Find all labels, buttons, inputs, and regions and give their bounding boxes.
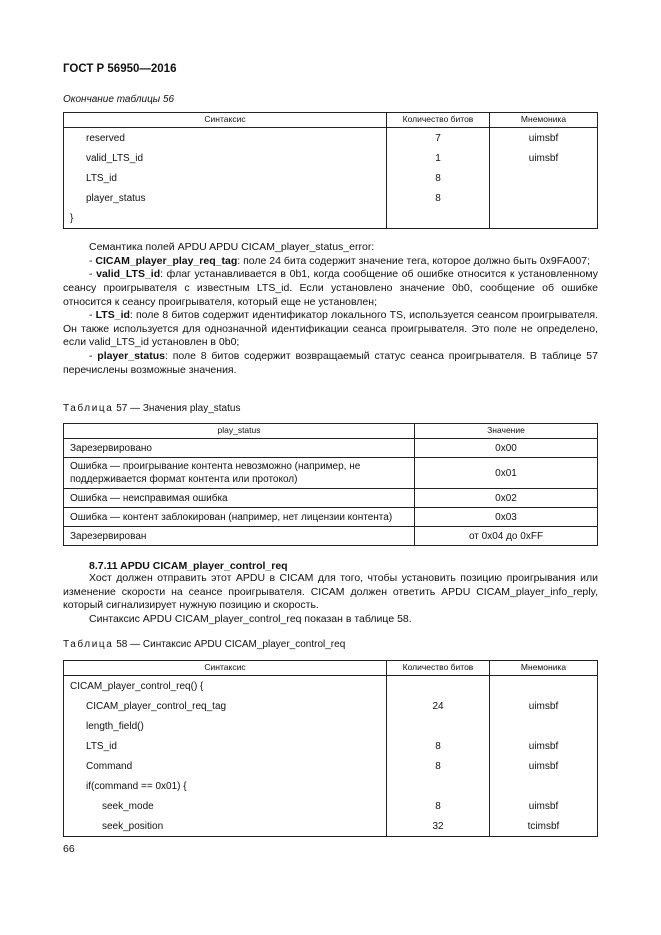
section-paragraph: Синтаксис APDU CICAM_player_control_req показан в таблице 58. xyxy=(89,612,412,625)
mnemonic-cell xyxy=(490,168,598,188)
table-row xyxy=(64,696,598,716)
table57-header-value: Значение xyxy=(415,424,598,439)
value-cell: 0x03 xyxy=(415,508,598,527)
table58 xyxy=(63,660,598,837)
status-cell: Зарезервирован xyxy=(64,527,415,546)
table-row xyxy=(64,148,598,168)
table-row xyxy=(64,716,598,736)
mnemonic-cell xyxy=(490,776,598,796)
table-row xyxy=(64,208,598,229)
value-cell: 0x02 xyxy=(415,489,598,508)
syntax-cell: length_field() xyxy=(64,716,387,736)
mnemonic-cell xyxy=(490,676,598,697)
syntax-cell: seek_position xyxy=(64,816,387,837)
syntax-cell: } xyxy=(64,208,387,229)
semantics-item: - LTS_id: поле 8 битов содержит идентификатор локального TS, используется сеансом проигрывателя. Он также используется для однозначной идентификации сеанса проигрывателя. Это поле не определено, если valid_LTS_id установлен в 0b0; xyxy=(63,309,598,349)
syntax-cell: Command xyxy=(64,756,387,776)
semantics-item: - CICAM_player_play_req_tag: поле 24 бита содержит значение тега, которое должно быть 0x9FA007; xyxy=(89,254,591,267)
status-cell: Ошибка — проигрывание контента невозможно (например, не поддерживается формат контента или протокол) xyxy=(64,458,415,489)
table56-header-syntax: Синтаксис xyxy=(64,113,387,128)
syntax-cell: valid_LTS_id xyxy=(64,148,387,168)
table-row xyxy=(64,736,598,756)
syntax-cell: reserved xyxy=(64,128,387,149)
syntax-cell: LTS_id xyxy=(64,736,387,756)
status-cell: Ошибка — контент заблокирован (например, нет лицензии контента) xyxy=(64,508,415,527)
mnemonic-cell: uimsbf xyxy=(490,756,598,776)
mnemonic-cell: uimsbf xyxy=(490,128,598,149)
table58-header-syntax: Синтаксис xyxy=(64,661,387,676)
table-row xyxy=(64,676,598,697)
table58-header-mnemonic: Мнемоника xyxy=(490,661,598,676)
mnemonic-cell xyxy=(490,188,598,208)
table-row xyxy=(64,756,598,776)
table-row xyxy=(64,128,598,149)
page-number: 66 xyxy=(63,843,75,855)
table-row xyxy=(64,188,598,208)
bits-cell xyxy=(387,208,490,229)
bits-cell: 7 xyxy=(387,128,490,149)
table-row xyxy=(64,776,598,796)
table56 xyxy=(63,112,598,229)
section-body xyxy=(63,572,598,627)
table57-caption: Таблица 57 — Значения play_status xyxy=(63,403,241,414)
status-cell: Ошибка — неисправимая ошибка xyxy=(64,489,415,508)
syntax-cell: if(command == 0x01) { xyxy=(64,776,387,796)
table-row xyxy=(64,796,598,816)
table-row xyxy=(64,439,598,458)
syntax-cell: CICAM_player_control_req() { xyxy=(64,676,387,697)
table57-header-status: play_status xyxy=(64,424,415,439)
bits-cell: 1 xyxy=(387,148,490,168)
table-row xyxy=(64,816,598,837)
value-cell: 0x01 xyxy=(415,458,598,489)
table56-header-mnemonic: Мнемоника xyxy=(490,113,598,128)
bits-cell xyxy=(387,716,490,736)
bits-cell: 24 xyxy=(387,696,490,716)
bits-cell: 8 xyxy=(387,168,490,188)
value-cell: 0x00 xyxy=(415,439,598,458)
section-paragraph: Хост должен отправить этот APDU в CICAM для того, чтобы установить позицию проигрывания или изменение скорости на сеансе проигрывателя. CICAM должен ответить APDU CICAM_player_info_reply, который сигнализирует нужную позицию и скорость. xyxy=(63,572,598,612)
bits-cell: 8 xyxy=(387,756,490,776)
semantics-item: - valid_LTS_id: флаг устанавливается в 0b1, когда сообщение об ошибке относится к установленному сеансу проигрывателя с известным LTS_id. Если установлено значение 0b0, сообщение об ошибке относится к сеансу проигрывателя, который еще не установлен; xyxy=(63,268,598,308)
table-row xyxy=(64,168,598,188)
table57 xyxy=(63,423,598,546)
status-cell: Зарезервировано xyxy=(64,439,415,458)
mnemonic-cell: uimsbf xyxy=(490,148,598,168)
syntax-cell: CICAM_player_control_req_tag xyxy=(64,696,387,716)
mnemonic-cell xyxy=(490,208,598,229)
mnemonic-cell: tcimsbf xyxy=(490,816,598,837)
bits-cell xyxy=(387,776,490,796)
bits-cell: 32 xyxy=(387,816,490,837)
table-row xyxy=(64,458,598,489)
table-row xyxy=(64,527,598,546)
bits-cell xyxy=(387,676,490,697)
mnemonic-cell: uimsbf xyxy=(490,736,598,756)
syntax-cell: player_status xyxy=(64,188,387,208)
document-standard-header: ГОСТ Р 56950—2016 xyxy=(63,63,177,75)
semantics-block xyxy=(63,241,598,377)
table-row xyxy=(64,508,598,527)
mnemonic-cell: uimsbf xyxy=(490,796,598,816)
mnemonic-cell: uimsbf xyxy=(490,696,598,716)
table-row xyxy=(64,489,598,508)
table56-caption: Окончание таблицы 56 xyxy=(63,94,175,105)
bits-cell: 8 xyxy=(387,736,490,756)
value-cell: от 0x04 до 0xFF xyxy=(415,527,598,546)
semantics-intro: Семантика полей APDU APDU CICAM_player_status_error: xyxy=(89,241,375,253)
semantics-item: - player_status: поле 8 битов содержит возвращаемый статус сеанса проигрывателя. В таблице 57 перечислены возможные значения. xyxy=(63,350,598,376)
bits-cell: 8 xyxy=(387,188,490,208)
mnemonic-cell xyxy=(490,716,598,736)
table58-caption: Таблица 58 — Синтаксис APDU CICAM_player_control_req xyxy=(63,639,346,650)
section-heading: 8.7.11 APDU CICAM_player_control_req xyxy=(89,560,288,572)
bits-cell: 8 xyxy=(387,796,490,816)
table56-header-bits: Количество битов xyxy=(387,113,490,128)
table58-header-bits: Количество битов xyxy=(387,661,490,676)
syntax-cell: seek_mode xyxy=(64,796,387,816)
syntax-cell: LTS_id xyxy=(64,168,387,188)
